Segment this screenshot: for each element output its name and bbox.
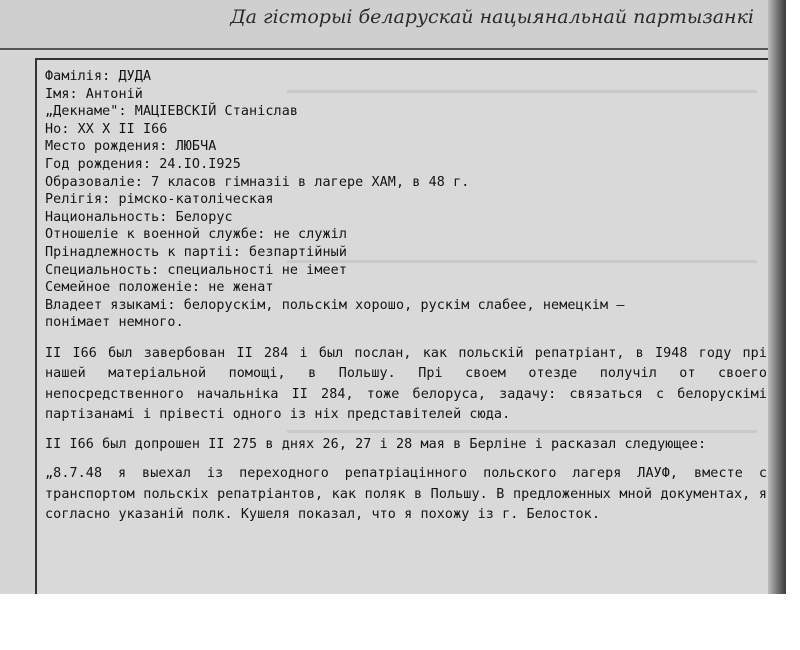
field-line: „Декнаме": МАЦІЕВСКІЙ Станіслав	[45, 104, 299, 120]
field-line: Национальность: Белорус	[45, 209, 233, 225]
page-header	[0, 0, 768, 50]
field-line: Релігія: рімско-католіческая	[45, 192, 274, 208]
book-gutter-shadow	[768, 0, 786, 594]
field-line: Место рождения: ЛЮБЧА	[45, 139, 217, 155]
personal-data-fields	[45, 68, 767, 332]
field-line: Но: ХХ Х II I66	[45, 121, 168, 137]
field-line: Отношеліе к военной службе: не служіл	[45, 227, 347, 243]
field-line: Фамілія: ДУДА	[45, 69, 152, 84]
field-line: Год рождения: 24.IO.I925	[45, 156, 241, 172]
field-line: Семейное положеніе: не женат	[45, 280, 274, 296]
body-paragraph: II I66 был завербован II 284 і был послан, как польскій репатріант, в I948 году прі нашей матеріальной помощі, в Польшу. Прі своем отезде получіл от своего непосредственного начальніка II 284, тоже белоруса, задачу: связаться с белорускімі партізанамі і прівесті одного із ніх представітелей сюда.	[45, 345, 767, 423]
field-line: Прінадлежность к партіі: безпартійный	[45, 244, 347, 260]
field-line: Владеет языкамі: белорускім, польскім хорошо, рускім слабее, немецкім –	[45, 297, 625, 313]
body-paragraph: „8.7.48 я выехал із переходного репатріацінного польского лагеря ЛАУФ, вместе с транспортом польскіх репатріантов, как поляк в Польшу. В предложенных мной документах, я согласно указаній полк. Кушеля показал, что я похожу із г. Белосток.	[45, 466, 767, 523]
running-title: Да гісторыі беларускай нацыянальнай партызанкі	[230, 6, 754, 28]
document-facsimile	[35, 58, 770, 594]
typewritten-text	[45, 68, 767, 526]
body-paragraph: II I66 был допрошен II 275 в днях 26, 27 і 28 мая в Берліне і расказал следующее:	[45, 436, 707, 452]
field-line: понімает немного.	[45, 315, 184, 331]
field-line: Образоваліе: 7 класов гімназіі в лагере ХАМ, в 48 г.	[45, 174, 470, 190]
field-line: Імя: Антоній	[45, 86, 143, 102]
field-line: Специальность: специальності не імеет	[45, 262, 347, 278]
